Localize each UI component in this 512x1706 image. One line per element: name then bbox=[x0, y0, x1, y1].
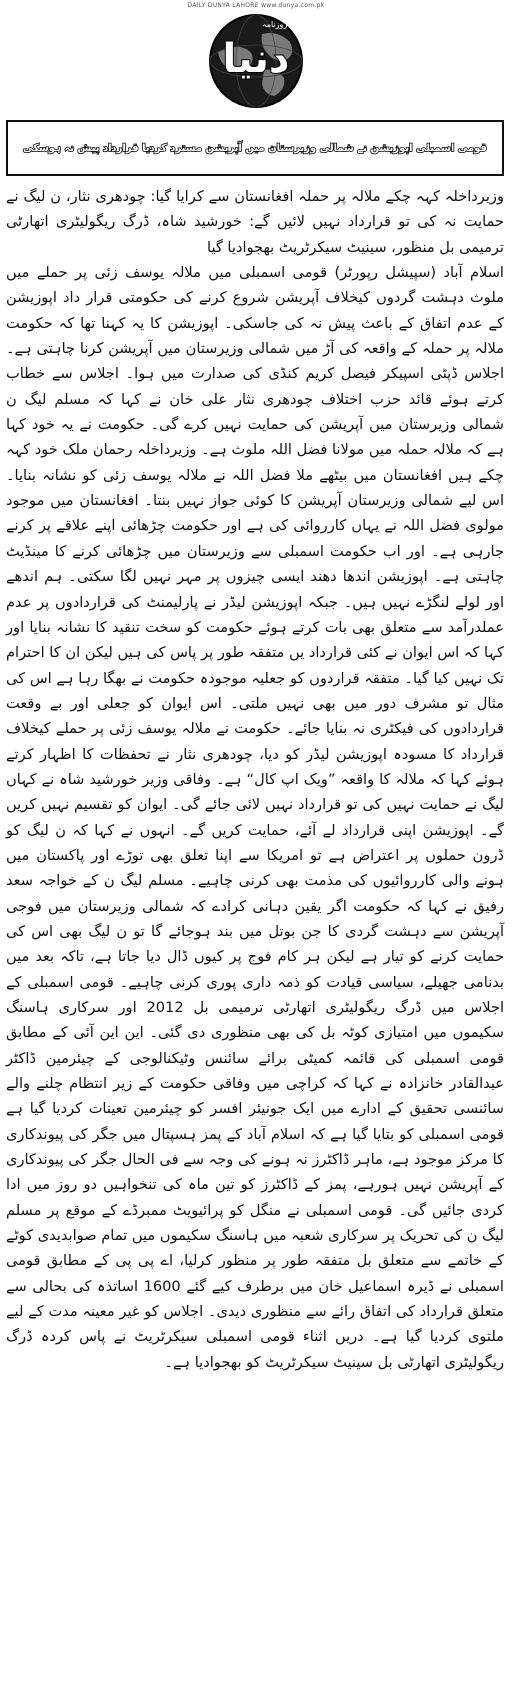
logo-title: دنیا bbox=[222, 36, 290, 82]
masthead-top-line: DAILY DUNYA LAHORE www.dunya.com.pk bbox=[187, 2, 325, 9]
logo-subtitle: روزنامہ bbox=[262, 20, 288, 29]
headline-box bbox=[6, 120, 504, 176]
newspaper-logo bbox=[204, 12, 308, 110]
article-paragraph: وزیرداخلہ کہہ چکے ملالہ پر حملہ افغانستان سے کرایا گیا: چودھری نثار، ن لیگ نے حمایت نہ کی تو قرارداد نہیں لائیں گے: خورشید شاہ، ڈرگ ریگولیٹری اتھارٹی ترمیمی بل منظور، سینیٹ سیکرٹریٹ بھجوادیا گیا bbox=[6, 188, 504, 256]
article-body bbox=[6, 184, 504, 1375]
headline-text: قومی اسمبلی اپوزیشن نے شمالی وزیرستان میں آپریشن مسترد کردیا قرارداد پیش نہ ہوسکی bbox=[23, 142, 487, 154]
masthead bbox=[0, 0, 512, 118]
article-paragraph: اسلام آباد (سپیشل رپورٹر) قومی اسمبلی میں ملالہ یوسف زئی پر حملے میں ملوث دہشت گردوں کیخلاف آپریشن شروع کرنے کی حکومتی قرار داد اپوزیشن کے عدم اتفاق کے باعث پیش نہ کی جاسکی۔ اپوزیشن کا یہ کہنا تھا کہ حکومت ملالہ پر حملہ کے واقعہ کی آڑ میں شمالی وزیرستان میں آپریشن کرنا چاہتی ہے۔ اجلاس ڈپٹی اسپیکر فیصل کریم کنڈی کی صدارت میں ہوا۔ اجلاس سے خطاب کرتے ہوئے قائد حزب اختلاف چودھری نثار علی خان نے کہا کہ مسلم لیگ ن شمالی وزیرستان میں آپریشن کی حمایت نہیں کرے گی۔ حکومت نے یہ خود کہا ہے کہ ملالہ حملہ میں مولانا فضل اللہ ملوث ہے۔ وزیرداخلہ رحمان ملک خود کہہ چکے ہیں افغانستان میں بیٹھے ملا فضل اللہ نے ملالہ یوسف زئی کو نشانہ بنایا۔ اس لیے شمالی وزیرستان آپریشن کا کوئی جواز نہیں بنتا۔ افغانستان میں موجود مولوی فضل اللہ نے یہاں کارروائی کی ہے اور حکومت چڑھائی اپنے علاقے پر کرنے جارہی ہے۔ اور اب حکومت اسمبلی سے وزیرستان میں چڑھائی کرنے کا مینڈیٹ چاہتی ہے۔ اپوزیشن اندھا دھند ایسی چیزوں پر مہر نہیں لگا سکتی۔ ہم اندھے اور لولے لنگڑے نہیں ہیں۔ جبکہ اپوزیشن لیڈر نے پارلیمنٹ کی قراردادوں پر عدم عملدرآمد سے متعلق بھی بات کرتے ہوئے حکومت کو سخت تنقید کا نشانہ بنایا اور کہا کہ اس ایوان نے کئی قرارداد یں متفقہ طور پر پاس کی ہیں لیکن ان کا احترام تک نہیں کیا گیا۔ متفقہ قراردوں کو جعلیہ موجودہ حکومت نے بھگا رہا ہے اس کی مثال تو مشرف دور میں بھی نہیں ملتی۔ اس ایوان کو جعلی اور بے وقعت قراردادوں کی فیکٹری نہ بنایا جائے۔ حکومت نے ملالہ یوسف زئی پر حملے کیخلاف قرارداد کا مسودہ اپوزیشن لیڈر کو دیا، چودھری نثار نے تحفظات کا اظہار کرتے ہوئے کہا کہ ملالہ کا واقعہ ”ویک اپ کال“ ہے۔ وفاقی وزیر خورشید شاہ نے کہاں لیگ نے حمایت نہیں کی تو قرارداد نہیں لائی جائے گی۔ ایوان کو تقسیم نہیں کریں گے۔ اپوزیشن اپنی قرارداد لے آئے، حمایت کریں گے۔ انہوں نے کہا کہ ن لیگ کو ڈرون حملوں پر اعتراض ہے تو امریکا سے اپنا تعلق بھی توڑے اور پاکستان میں ہونے والی کارروائیوں کی مذمت بھی کرنی چاہیے۔ مسلم لیگ ن کے خواجہ سعد رفیق نے کہا کہ حکومت اگر یقین دہانی کرادے کہ شمالی وزیرستان میں فوجی آپریشن سے دہشت گردی کا جن بوتل میں بند ہوجائے گا تو ن لیگ بھی اس کی حمایت کرنے کو تیار ہے لیکن ہر کام فوج پر کیوں ڈال دیا جاتا ہے، تاکہ بعد میں بدنامی جھیلے، سیاسی قیادت کو ذمہ داری پوری کرنی چاہیے۔ قومی اسمبلی کے اجلاس میں ڈرگ ریگولیٹری اتھارٹی ترمیمی بل 2012 اور سرکاری ہاسنگ سکیموں میں امتیازی کوٹہ بل کی بھی منظوری دی گئی۔ این این آئی کے مطابق قومی اسمبلی کی قائمہ کمیٹی برائے سائنس وٹیکنالوجی کے چیئرمین ڈاکٹر عبدالقادر خانزادہ نے کہا کہ کراچی میں وفاقی حکومت کے زیر انتظام چلنے والے سائنسی تحقیق کے ادارے میں ایک جونیئر افسر کو چیئرمین تعینات کردیا گیا ہے قومی اسمبلی کو بتایا گیا ہے کہ اسلام آباد کے پمز ہسپتال میں جگر کی پیوندکاری کا مرکز موجود ہے، ماہر ڈاکٹرز نہ ہونے کی وجہ سے فی الحال جگر کی پیوندکاری کے آپریشن نہیں ہورہے، پمز کے ڈاکٹرز کو تین ماہ کی تنخواہیں دو روز میں ادا کردی جائیں گی۔ قومی اسمبلی نے منگل کو پرائیویٹ ممبرڈے کے موقع پر مسلم لیگ ن کی تحریک پر سرکاری شعبہ میں ہاسنگ سکیموں میں تمام صوابدیدی کوٹے کے خاتمے سے متعلق بل متفقہ طور پر منظور کرلیا، اے پی پی کے مطابق قومی اسمبلی نے ڈیرہ اسماعیل خان میں برطرف کیے گئے 1600 اساتذہ کی بحالی سے متعلق قرارداد کی اتفاق رائے سے منظوری دیدی۔ اجلاس کو غیر معینہ مدت کے لیے ملتوی کردیا گیا ہے۔ دریں اثناء قومی اسمبلی سیکرٹریٹ نے پاس کردہ ڈرگ ریگولیٹری اتھارٹی بل سینیٹ سیکرٹریٹ کو بھجوادیا ہے۔ bbox=[6, 264, 505, 1371]
